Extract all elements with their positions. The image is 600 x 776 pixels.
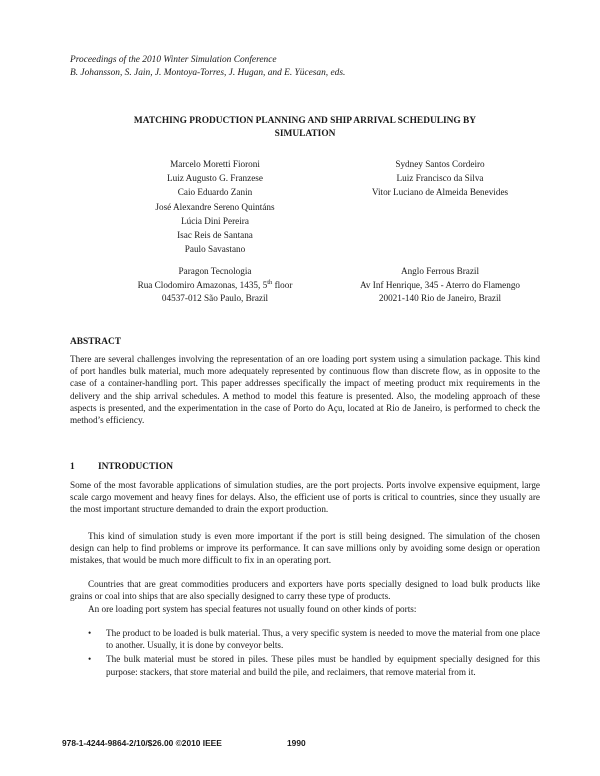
affiliation-city: 20021-140 Rio de Janeiro, Brazil	[378, 293, 502, 303]
conference-header	[70, 54, 540, 80]
authors-right	[325, 157, 555, 200]
intro-paragraph-1: Some of the most favorable applications of simulation studies, are the port projects. Ports involve expensive equipment, large scale cargo movement and heavy fines for delays. Also, the efficient use of ports is critical to countries, since they usually are the most important structure demanded to drain the export production.	[70, 480, 540, 515]
bullet-icon: •	[88, 628, 92, 638]
affiliation-org: Anglo Ferrous Brazil	[400, 266, 480, 276]
section-title: INTRODUCTION	[98, 462, 174, 472]
section-heading	[70, 461, 173, 473]
page-number: 1990	[287, 738, 306, 748]
affiliation-street: Av Inf Henrique, 345 - Aterro do Flamengo	[359, 279, 521, 290]
affiliation-street: Rua Clodomiro Amazonas, 1435, 5th floor	[137, 278, 293, 290]
editors-line: B. Johansson, S. Jain, J. Montoya-Torres, J. Hugan, and E. Yücesan, eds.	[70, 68, 346, 78]
author: Luiz Augusto G. Franzese	[167, 173, 263, 184]
list-item: • The bulk material must be stored in piles. These piles must be handled by equipment specially designed for this purpose: stackers, that store material and build the pile, and reclaimers, that remove material from it.	[88, 654, 540, 677]
author: Marcelo Moretti Fioroni	[170, 159, 260, 169]
intro-paragraph-2: This kind of simulation study is even more important if the port is still being designed. The simulation of the chosen design can help to find problems or improve its performance. It can save millions only by avoiding some design or operation mistakes, that would be much more difficult to fix in an operating port.	[70, 531, 540, 566]
author: Sydney Santos Cordeiro	[395, 159, 485, 169]
author: Caio Eduardo Zanin	[177, 187, 253, 198]
intro-paragraph-3: Countries that are great commodities producers and exporters have ports specially designed to load bulk products like grains or coal into ships that are also specially designed to carry these type of products.	[70, 579, 540, 602]
list-item: • The product to be loaded is bulk material. Thus, a very specific system is needed to move the material from one place to another. Usually, it is done by conveyor belts.	[88, 628, 540, 651]
affiliation-org: Paragon Tecnologia	[178, 266, 252, 276]
abstract-heading: ABSTRACT	[70, 337, 122, 347]
section-number: 1	[70, 462, 75, 472]
conference-name: Proceedings of the 2010 Winter Simulation Conference	[70, 55, 277, 65]
title-line-1: MATCHING PRODUCTION PLANNING AND SHIP ARRIVAL SCHEDULING BY	[133, 116, 477, 126]
author: Vitor Luciano de Almeida Benevides	[371, 187, 509, 198]
title-line-2: SIMULATION	[274, 129, 336, 139]
features-list	[70, 627, 540, 680]
isbn-copyright: 978-1-4244-9864-2/10/$26.00 ©2010 IEEE	[62, 738, 222, 748]
paper-title	[70, 115, 540, 141]
affiliation-city: 04537-012 São Paulo, Brazil	[161, 293, 269, 303]
intro-paragraph-4: An ore loading port system has special features not usually found on other kinds of ports:	[88, 604, 417, 614]
author: Lúcia Dini Pereira	[181, 215, 249, 226]
authors-left	[100, 157, 330, 256]
bullet-icon: •	[88, 654, 92, 665]
affiliation-right	[315, 265, 565, 306]
affiliation-left	[90, 265, 340, 306]
author: Luiz Francisco da Silva	[396, 173, 484, 184]
author: Isac Reis de Santana	[177, 230, 253, 241]
author: Paulo Savastano	[184, 244, 246, 255]
author: José Alexandre Sereno Quintáns	[155, 201, 275, 212]
abstract-body: There are several challenges involving the representation of an ore loading port system using a simulation package. This kind of port handles bulk material, much more adequately represented by continuous flow than discrete flow, as in opposite to the case of a container-handling port. This paper addresses specifically the impact of meeting product mix requirements in the delivery and the ship arrival schedules. A method to model this feature is presented. Also, the modeling approach of these aspects is presented, and the experimentation in the case of Porto do Açu, located at Rio de Janeiro, is performed to check the method’s efficiency.	[70, 354, 540, 426]
